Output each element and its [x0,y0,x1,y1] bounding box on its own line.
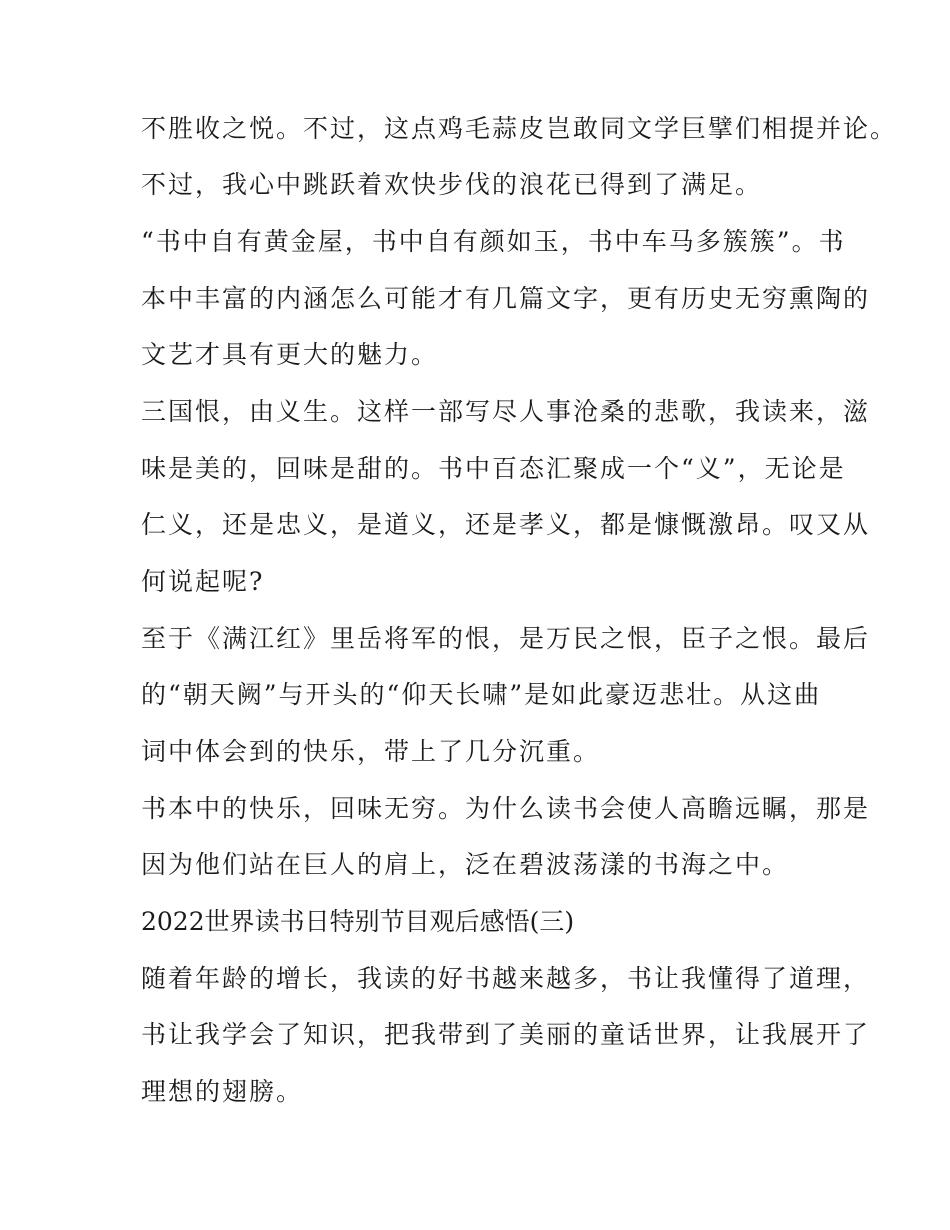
text-line: 何说起呢? [141,567,265,596]
text-line: 因为他们站在巨人的肩上，泛在碧波荡漾的书海之中。 [141,850,790,879]
section-heading: 2022世界读书日特别节目观后感悟(三) [141,907,575,936]
text-line: 文艺才具有更大的魅力。 [141,340,439,369]
text-line: 词中体会到的快乐，带上了几分沉重。 [141,737,601,766]
text-line: 书本中的快乐，回味无穷。为什么读书会使人高瞻远瞩，那是 [141,794,871,823]
text-line: 书让我学会了知识，把我带到了美丽的童话世界，让我展开了 [141,1020,871,1049]
text-line: 味是美的，回味是甜的。书中百态汇聚成一个“义”，无论是 [141,454,846,483]
text-line: 随着年龄的增长，我读的好书越来越多，书让我懂得了道理， [141,964,871,993]
text-line: 三国恨，由义生。这样一部写尽人事沧桑的悲歌，我读来，滋 [141,397,871,426]
text-line: 本中丰富的内涵怎么可能才有几篇文字，更有历史无穷熏陶的 [141,284,871,313]
text-line: 至于《满江红》里岳将军的恨，是万民之恨，臣子之恨。最后 [141,624,871,653]
text-line: 不过，我心中跳跃着欢快步伐的浪花已得到了满足。 [141,170,763,199]
text-line: 的“朝天阙”与开头的“仰天长啸”是如此豪迈悲壮。从这曲 [141,680,822,709]
text-line: 理想的翅膀。 [141,1077,304,1106]
text-line: 仁义，还是忠义，是道义，还是孝义，都是慷慨激昂。叹又从 [141,510,871,539]
text-line: 不胜收之悦。不过，这点鸡毛蒜皮岂敢同文学巨擘们相提并论。 [141,114,898,143]
text-line: “书中自有黄金屋，书中自有颜如玉，书中车马多簇簇”。书 [141,227,846,256]
